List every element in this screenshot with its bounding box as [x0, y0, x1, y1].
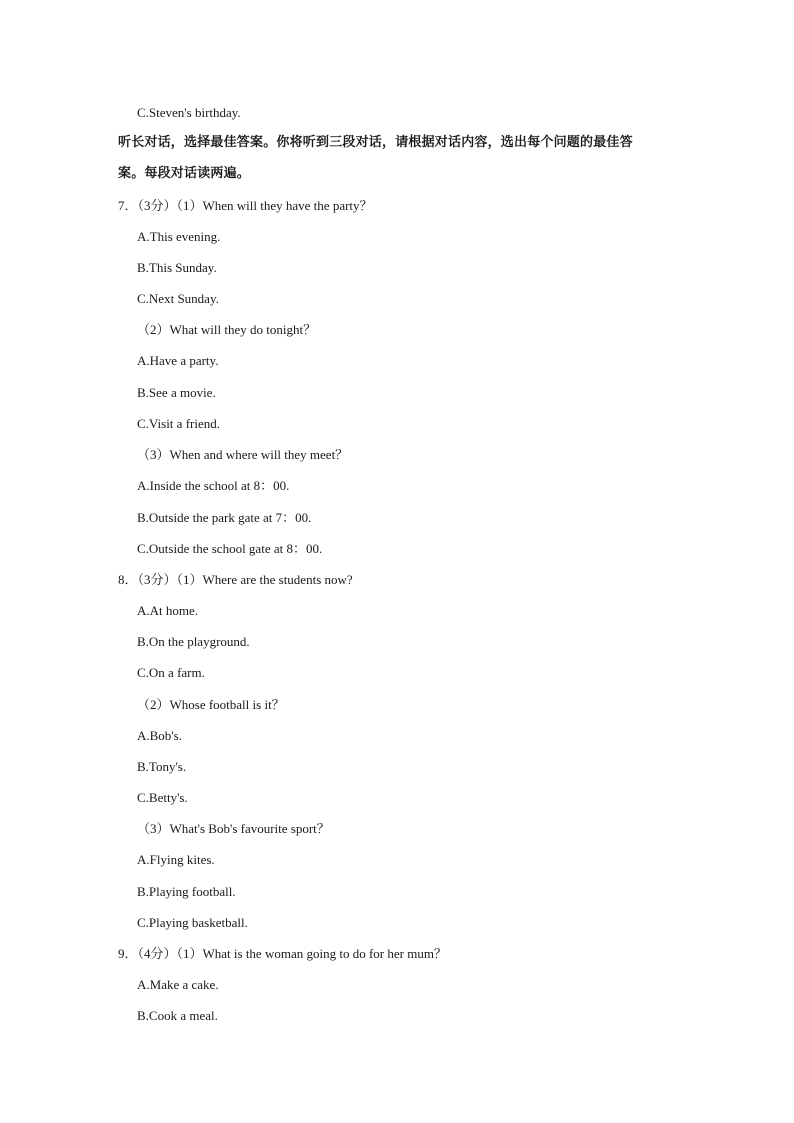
q7-1-option-c: C.Next Sunday.	[137, 291, 219, 306]
q9-1-option-a: A.Make a cake.	[137, 977, 219, 992]
q7-1-option-a: A.This evening.	[137, 229, 221, 244]
q8-1-option-b: B.On the playground.	[137, 634, 250, 649]
section-instruction-line-2: 案。每段对话读两遍。	[118, 166, 251, 181]
q8-1-option-a: A.At home.	[137, 603, 199, 618]
question-8: 8．（3分）（1）Where are the students now?	[118, 572, 353, 587]
question-8-3: （3）What's Bob's favourite sport？	[137, 821, 330, 836]
question-8-2: （2）Whose football is it？	[137, 697, 285, 712]
q7-3-option-c: C.Outside the school gate at 8：00.	[137, 541, 323, 556]
q8-3-option-a: A.Flying kites.	[137, 852, 215, 867]
q7-3-option-b: B.Outside the park gate at 7：00.	[137, 510, 312, 525]
q8-2-option-c: C.Betty's.	[137, 790, 188, 805]
question-7-3: （3）When and where will they meet？	[137, 447, 349, 462]
q8-2-option-a: A.Bob's.	[137, 728, 182, 743]
q8-1-option-c: C.On a farm.	[137, 665, 205, 680]
q8-2-option-b: B.Tony's.	[137, 759, 187, 774]
q7-2-option-b: B.See a movie.	[137, 385, 216, 400]
q7-2-option-c: C.Visit a friend.	[137, 416, 220, 431]
question-7-2: （2）What will they do tonight？	[137, 322, 317, 337]
option-c-steven-birthday: C.Steven's birthday.	[137, 105, 241, 120]
section-instruction-line-1: 听长对话，选择最佳答案。你将听到三段对话，请根据对话内容，选出每个问题的最佳答	[118, 135, 633, 150]
q7-2-option-a: A.Have a party.	[137, 353, 219, 368]
question-9: 9．（4分）（1）What is the woman going to do for her mum？	[118, 946, 447, 961]
q7-1-option-b: B.This Sunday.	[137, 260, 217, 275]
q7-3-option-a: A.Inside the school at 8：00.	[137, 478, 290, 493]
q8-3-option-b: B.Playing football.	[137, 884, 236, 899]
q9-1-option-b: B.Cook a meal.	[137, 1008, 218, 1023]
q8-3-option-c: C.Playing basketball.	[137, 915, 248, 930]
question-7: 7．（3分）（1）When will they have the party？	[118, 198, 373, 213]
